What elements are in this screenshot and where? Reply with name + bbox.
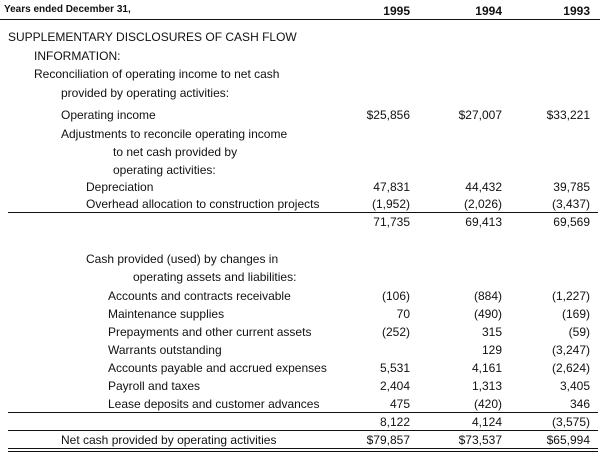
lease-deposits-1993: 346 [569,397,590,411]
year-1993-header: 1993 [563,4,590,18]
accounts-payable-label: Accounts payable and accrued expenses [108,361,327,375]
adjustments-line3: operating activities: [113,163,216,177]
accounts-payable-1994: 4,161 [471,361,502,375]
reconciliation-line2: provided by operating activities: [61,86,230,100]
accounts-payable-1995: 5,531 [379,361,410,375]
net-cash-1995: $79,857 [366,433,410,447]
lease-deposits-label: Lease deposits and customer advances [108,397,320,411]
net-cash-bottom-rule-1 [8,448,598,449]
year-1995-header: 1995 [383,4,410,18]
subtotal2-1994: 4,124 [471,415,502,429]
maintenance-1994: (490) [473,307,502,321]
prepayments-label: Prepayments and other current assets [108,325,312,339]
net-cash-bottom-rule-2 [8,451,598,452]
section-title-line2: INFORMATION: [34,49,121,63]
warrants-1993: (3,247) [551,343,590,357]
warrants-label: Warrants outstanding [108,343,222,357]
receivable-1994: (884) [473,289,502,303]
changes-line2: operating assets and liabilities: [133,270,297,284]
operating-income-1993: $33,221 [546,108,590,122]
changes-line1: Cash provided (used) by changes in [86,252,279,266]
maintenance-1995: 70 [396,307,410,321]
depreciation-1995: 47,831 [373,180,410,194]
depreciation-1994: 44,432 [465,180,502,194]
subtotal2-1993: (3,575) [551,415,590,429]
net-cash-label: Net cash provided by operating activities [61,433,277,447]
lease-deposits-1994: (420) [473,397,502,411]
receivable-label: Accounts and contracts receivable [108,289,291,303]
prepayments-1995: (252) [381,325,410,339]
net-cash-1993: $65,994 [546,433,590,447]
depreciation-1993: 39,785 [553,180,590,194]
year-1994-header: 1994 [475,4,502,18]
accounts-payable-1993: (2,624) [551,361,590,375]
adjustments-line1: Adjustments to reconcile operating income [61,127,288,141]
overhead-1993: (3,437) [551,197,590,211]
warrants-1994: 129 [481,343,502,357]
subtotal2-rule [8,412,598,413]
subtotal1-1994: 69,413 [465,215,502,229]
adjustments-line2: to net cash provided by [113,145,238,159]
receivable-1993: (1,227) [551,289,590,303]
overhead-1995: (1,952) [371,197,410,211]
payroll-1993: 3,405 [559,379,590,393]
lease-deposits-1995: 475 [389,397,410,411]
operating-income-1994: $27,007 [458,108,502,122]
subtotal1-rule [8,212,598,213]
receivable-1995: (106) [381,289,410,303]
payroll-1995: 2,404 [379,379,410,393]
prepayments-1994: 315 [481,325,502,339]
operating-income-label: Operating income [61,108,156,122]
reconciliation-line1: Reconciliation of operating income to net cash [34,67,280,81]
net-cash-1994: $73,537 [458,433,502,447]
header-rule [0,19,600,20]
maintenance-label: Maintenance supplies [108,307,225,321]
subtotal1-1995: 71,735 [373,215,410,229]
subtotal2-1995: 8,122 [379,415,410,429]
payroll-1994: 1,313 [471,379,502,393]
net-cash-top-rule [8,430,598,431]
depreciation-label: Depreciation [86,180,154,194]
operating-income-1995: $25,856 [366,108,410,122]
section-title-line1: SUPPLEMENTARY DISCLOSURES OF CASH FLOW [8,30,297,44]
maintenance-1993: (169) [561,307,590,321]
payroll-label: Payroll and taxes [108,379,201,393]
years-ended-label: Years ended December 31, [4,4,131,15]
overhead-1994: (2,026) [463,197,502,211]
overhead-label: Overhead allocation to construction projects [86,197,320,211]
subtotal1-1993: 69,569 [553,215,590,229]
prepayments-1993: (59) [568,325,590,339]
